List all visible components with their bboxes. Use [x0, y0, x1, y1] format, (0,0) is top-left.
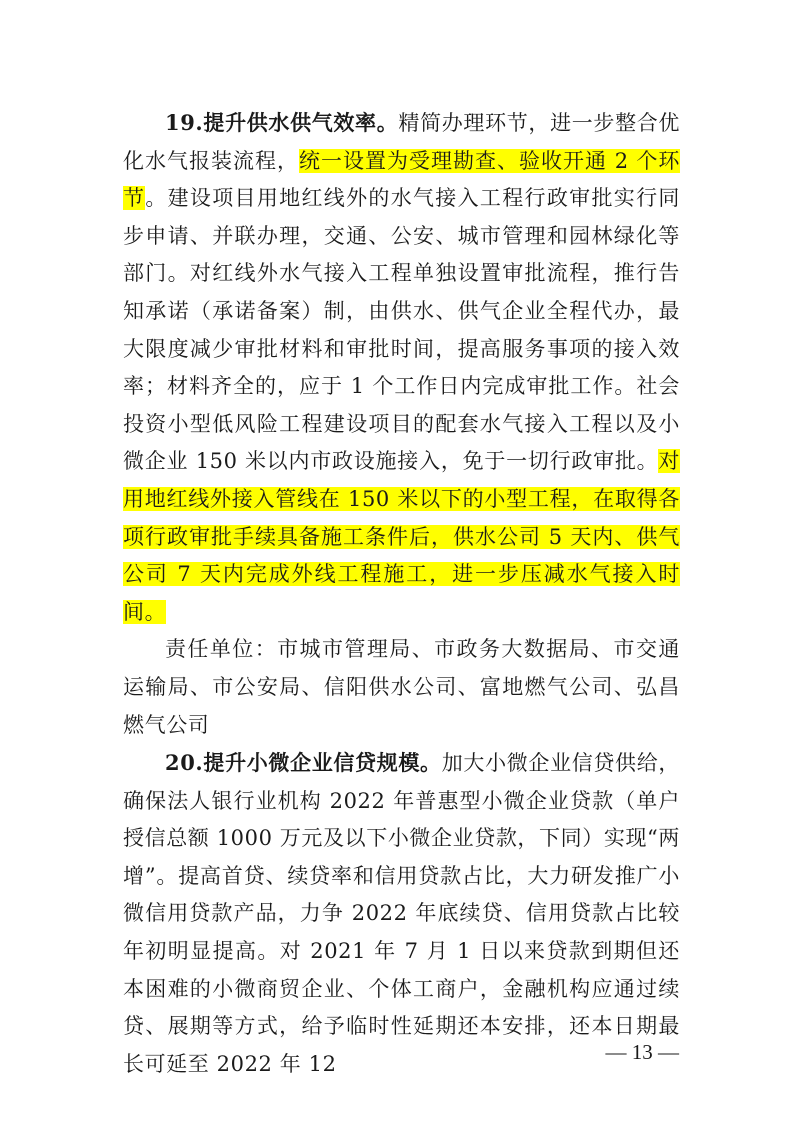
- section-20-heading: 20.提升小微企业信贷规模。: [165, 750, 442, 776]
- section-20-paragraph: [123, 744, 680, 1083]
- text-segment: 精简办理环节，进一步整合优化水气报装流程，: [123, 111, 680, 173]
- page-number: — 13 —: [605, 1040, 679, 1064]
- responsible-units: 责任单位：市城市管理局、市政务大数据局、市交通运输局、市公安局、信阳供水公司、富地燃气公司、弘昌燃气公司: [123, 637, 680, 737]
- highlighted-text: 对用地红线外接入管线在 150 米以下的小型工程，在取得各项行政审批手续具备施工条件后，供水公司 5 天内、供气公司 7 天内完成外线工程施工，进一步压减水气接入时间。: [123, 449, 680, 624]
- text-segment: 加大小微企业信贷供给，确保法人银行业机构 2022 年普惠型小微企业贷款（单户授信总额 1000 万元及以下小微企业贷款，下同）实现“两增”。提高首贷、续贷率和信用贷款占比，大力研发推广小微信用贷款产品，力争 2022 年底续贷、信用贷款占比较年初明显提高。对 2021 年 7 月 1 日以来贷款到期但还本困难的小微商贸企业、个体工商户，金融机构应通过续贷、展期等方式，给予临时性延期还本安排，还本日期最长可延至 2022 年 12: [123, 751, 680, 1076]
- highlighted-text: 统一设置为受理勘查、验收开通 2 个环节: [123, 148, 680, 211]
- document-page: [123, 104, 680, 1083]
- section-19-paragraph: [123, 104, 680, 631]
- section-19-heading: 19.提升供水供气效率。: [165, 110, 399, 135]
- text-segment: 。建设项目用地红线外的水气接入工程行政审批实行同步申请、并联办理，交通、公安、城市管理和园林绿化等部门。对红线外水气接入工程单独设置审批流程，推行告知承诺（承诺备案）制，由供水、供气企业全程代办，最大限度减少审批材料和审批时间，提高服务事项的接入效率；材料齐全的，应于 1 个工作日内完成审批工作。社会投资小型低风险工程建设项目的配套水气接入工程以及小微企业 150 米以内市政设施接入，免于一切行政审批。: [123, 186, 680, 474]
